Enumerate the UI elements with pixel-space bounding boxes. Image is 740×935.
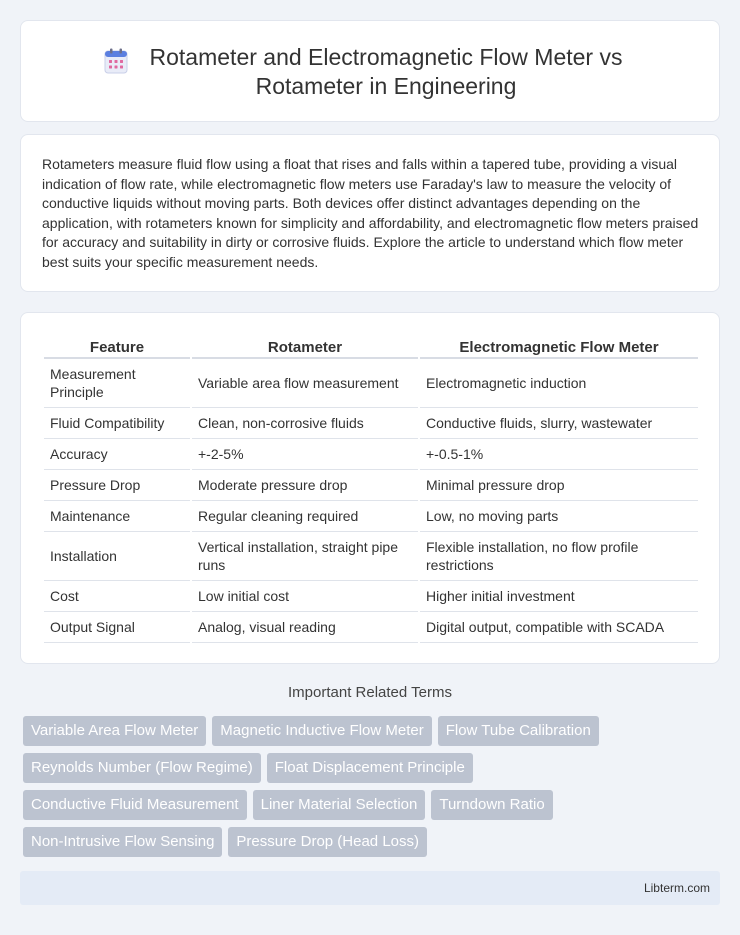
rotameter-cell: Variable area flow measurement	[192, 359, 418, 408]
feature-cell: Installation	[44, 532, 190, 581]
table-row	[44, 470, 698, 501]
header-card	[20, 20, 720, 122]
tag-row	[23, 716, 723, 746]
table-row	[44, 612, 698, 643]
table-row	[44, 408, 698, 439]
feature-cell: Fluid Compatibility	[44, 408, 190, 439]
table-row	[44, 532, 698, 581]
rotameter-cell: Analog, visual reading	[192, 612, 418, 643]
electromagnetic-cell: Conductive fluids, slurry, wastewater	[420, 408, 698, 439]
electromagnetic-cell: Flexible installation, no flow profile restrictions	[420, 532, 698, 581]
table-row	[44, 439, 698, 470]
rotameter-cell: Clean, non-corrosive fluids	[192, 408, 418, 439]
term-tag[interactable]: Pressure Drop (Head Loss)	[228, 827, 427, 857]
rotameter-cell: +-2-5%	[192, 439, 418, 470]
term-tag[interactable]: Float Displacement Principle	[267, 753, 473, 783]
footer-site-link[interactable]: Libterm.com	[643, 881, 710, 895]
electromagnetic-cell: Low, no moving parts	[420, 501, 698, 532]
intro-card	[20, 134, 720, 292]
comparison-table-card	[20, 312, 720, 664]
feature-cell: Accuracy	[44, 439, 190, 470]
term-tag[interactable]: Liner Material Selection	[253, 790, 426, 820]
related-terms-heading: Important Related Terms	[288, 684, 452, 701]
table-row	[44, 359, 698, 408]
electromagnetic-cell: Minimal pressure drop	[420, 470, 698, 501]
table-row	[44, 501, 698, 532]
header-rotameter: Rotameter	[192, 335, 418, 359]
feature-cell: Pressure Drop	[44, 470, 190, 501]
calendar-icon	[104, 48, 128, 74]
table-row	[44, 581, 698, 612]
term-tag[interactable]: Magnetic Inductive Flow Meter	[212, 716, 431, 746]
term-tag[interactable]: Variable Area Flow Meter	[23, 716, 206, 746]
feature-cell: Maintenance	[44, 501, 190, 532]
feature-cell: Measurement Principle	[44, 359, 190, 408]
tag-row	[23, 827, 723, 857]
term-tag[interactable]: Non-Intrusive Flow Sensing	[23, 827, 222, 857]
term-tag[interactable]: Turndown Ratio	[431, 790, 552, 820]
rotameter-cell: Vertical installation, straight pipe runs	[192, 532, 418, 581]
electromagnetic-cell: Digital output, compatible with SCADA	[420, 612, 698, 643]
comparison-table	[42, 335, 700, 643]
electromagnetic-cell: +-0.5-1%	[420, 439, 698, 470]
tag-row	[23, 790, 723, 820]
term-tag[interactable]: Reynolds Number (Flow Regime)	[23, 753, 261, 783]
rotameter-cell: Low initial cost	[192, 581, 418, 612]
related-terms-tags	[23, 716, 723, 864]
term-tag[interactable]: Flow Tube Calibration	[438, 716, 599, 746]
title-wrap	[21, 21, 721, 123]
rotameter-cell: Regular cleaning required	[192, 501, 418, 532]
intro-paragraph: Rotameters measure fluid flow using a float that rises and falls within a tapered tube, providing a visual indication of flow rate, while electromagnetic flow meters use Faraday's law to measure the velocity of conductive liquids without moving parts. Both devices offer distinct advantages depending on the application, with rotameters known for simplicity and affordability, and electromagnetic flow meters praised for accuracy and suitability in dirty or corrosive fluids. Explore the article to understand which flow meter best suits your specific measurement needs.	[42, 156, 699, 270]
page-title: Rotameter and Electromagnetic Flow Meter vs Rotameter in Engineering	[149, 44, 623, 99]
electromagnetic-cell: Electromagnetic induction	[420, 359, 698, 408]
header-feature: Feature	[44, 335, 190, 359]
header-electromagnetic: Electromagnetic Flow Meter	[420, 335, 698, 359]
footer	[20, 871, 720, 905]
term-tag[interactable]: Conductive Fluid Measurement	[23, 790, 247, 820]
tag-row	[23, 753, 723, 783]
feature-cell: Output Signal	[44, 612, 190, 643]
electromagnetic-cell: Higher initial investment	[420, 581, 698, 612]
rotameter-cell: Moderate pressure drop	[192, 470, 418, 501]
feature-cell: Cost	[44, 581, 190, 612]
table-header-row	[44, 335, 698, 359]
